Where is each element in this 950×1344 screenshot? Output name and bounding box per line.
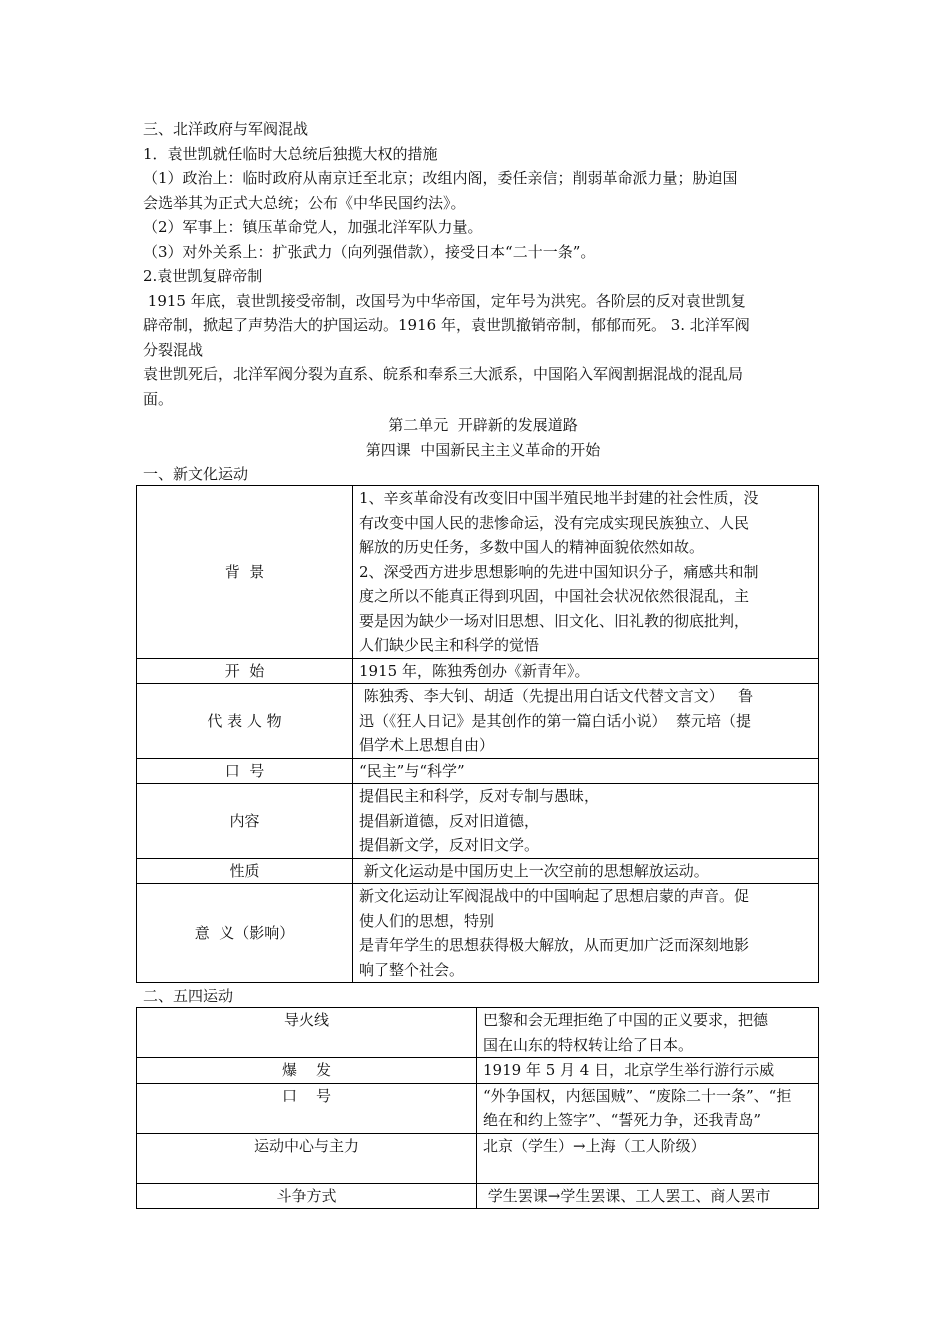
row-label: 背 景 bbox=[137, 486, 353, 659]
content-line: 度之所以不能真正得到巩固，中国社会状况依然很混乱，主 bbox=[359, 587, 750, 605]
content-line bbox=[483, 1158, 812, 1183]
content-line: 新文化运动让军阀混战中的中国响起了思想启蒙的声音。促 bbox=[359, 887, 750, 905]
table-row bbox=[137, 1133, 819, 1183]
table-row bbox=[137, 684, 819, 759]
row-content bbox=[353, 858, 819, 884]
content-line: 2、深受西方进步思想影响的先进中国知识分子，痛感共和制 bbox=[359, 562, 759, 581]
row-label: 性质 bbox=[137, 858, 353, 884]
content-line: 要是因为缺少一场对旧思想、旧文化、旧礼教的彻底批判， bbox=[359, 611, 750, 630]
content-line: 提倡新道德，反对旧道德， bbox=[359, 811, 540, 830]
table-row bbox=[137, 1008, 819, 1058]
row-content bbox=[353, 884, 819, 983]
content-line: 绝在和约上签字”、“誓死力争，还我青岛” bbox=[483, 1111, 762, 1129]
content-line: “外争国权，内惩国贼”、“废除二十一条”、“拒 bbox=[483, 1086, 792, 1105]
may-fourth-table bbox=[136, 1007, 819, 1209]
row-content bbox=[353, 784, 819, 859]
content-line: 人们缺少民主和科学的觉悟 bbox=[359, 636, 540, 654]
row-content bbox=[477, 1183, 819, 1209]
row-label: 口 号 bbox=[137, 1083, 477, 1133]
paragraph: （1）政治上：临时政府从南京迁至北京；改组内阁，委任亲信；削弱革命派力量；胁迫国 会选举其为正式大总统；公布《中华民国约法》。 bbox=[143, 169, 738, 212]
paragraph: 袁世凯死后，北洋军阀分裂为直系、皖系和奉系三大派系，中国陷入军阀割据混战的混乱局 面。 bbox=[143, 365, 744, 408]
content-line: 使人们的思想，特别 bbox=[359, 911, 495, 930]
content-line: 巴黎和会无理拒绝了中国的正义要求，把德 bbox=[483, 1011, 769, 1029]
row-label: 斗争方式 bbox=[137, 1183, 477, 1209]
content-line: 迅（《狂人日记》是其创作的第一篇白话小说） 蔡元培（提 bbox=[359, 711, 752, 730]
content-line: 1915 年，陈独秀创办《新青年》。 bbox=[359, 661, 590, 680]
paragraph: （3）对外关系上：扩张武力（向列强借款），接受日本“二十一条”。 bbox=[143, 242, 596, 261]
table-row bbox=[137, 1058, 819, 1084]
table-caption: 二、五四运动 bbox=[143, 987, 234, 1005]
table-row bbox=[137, 858, 819, 884]
new-culture-table bbox=[136, 485, 819, 983]
subheading: 2.袁世凯复辟帝制 bbox=[143, 267, 263, 285]
content-line: 有改变中国人民的悲惨命运，没有完成实现民族独立、人民 bbox=[359, 513, 750, 532]
row-content bbox=[477, 1083, 819, 1133]
row-content bbox=[477, 1008, 819, 1058]
row-label: 开 始 bbox=[137, 658, 353, 684]
content-line: 陈独秀、李大钊、胡适（先提出用白话文代替文言文） 鲁 bbox=[359, 687, 754, 705]
content-line: 1、辛亥革命没有改变旧中国半殖民地半封建的社会性质，没 bbox=[359, 489, 759, 507]
content-line: 解放的历史任务，多数中国人的精神面貌依然如故。 bbox=[359, 538, 705, 556]
content-line: 提倡民主和科学，反对专制与愚昧， bbox=[359, 787, 600, 805]
unit-title: 第二单元 开辟新的发展道路 bbox=[388, 416, 578, 434]
table-row bbox=[137, 784, 819, 859]
row-label: 意 义（影响） bbox=[137, 884, 353, 983]
row-content bbox=[353, 658, 819, 684]
table-caption: 一、新文化运动 bbox=[143, 465, 249, 483]
content-line: 倡学术上思想自由） bbox=[359, 736, 495, 754]
table-row bbox=[137, 486, 819, 659]
row-content bbox=[353, 684, 819, 759]
content-line: 是青年学生的思想获得极大解放，从而更加广泛而深刻地影 bbox=[359, 936, 750, 954]
table-row bbox=[137, 758, 819, 784]
row-content bbox=[477, 1133, 819, 1183]
content-line: 新文化运动是中国历史上一次空前的思想解放运动。 bbox=[359, 861, 709, 880]
content-line: 提倡新文学，反对旧文学。 bbox=[359, 836, 540, 854]
row-label: 内容 bbox=[137, 784, 353, 859]
row-label: 爆 发 bbox=[137, 1058, 477, 1084]
row-label: 导火线 bbox=[137, 1008, 477, 1058]
lesson-title: 第四课 中国新民主主义革命的开始 bbox=[365, 441, 601, 459]
document-page bbox=[143, 117, 823, 1209]
row-label: 口 号 bbox=[137, 758, 353, 784]
table-row bbox=[137, 1083, 819, 1133]
table-row bbox=[137, 658, 819, 684]
paragraph: 1915 年底，袁世凯接受帝制，改国号为中华帝国，定年号为洪宪。各阶层的反对袁世凯复 辟帝制，掀起了声势浩大的护国运动。1916 年，袁世凯撤销帝制，郁郁而死。 3. 北洋军阀 分裂混战 bbox=[143, 291, 750, 359]
row-content bbox=[477, 1058, 819, 1084]
content-line: 响了整个社会。 bbox=[359, 960, 465, 979]
content-line: 1919 年 5 月 4 日，北京学生举行游行示威 bbox=[483, 1061, 775, 1079]
table-row bbox=[137, 884, 819, 983]
content-line: 国在山东的特权转让给了日本。 bbox=[483, 1035, 694, 1054]
row-label: 运动中心与主力 bbox=[137, 1133, 477, 1183]
content-line: “民主”与“科学” bbox=[359, 761, 465, 780]
table-row bbox=[137, 1183, 819, 1209]
section-heading: 三、北洋政府与军阀混战 bbox=[143, 120, 309, 138]
subheading: 1．袁世凯就任临时大总统后独揽大权的措施 bbox=[143, 144, 438, 163]
content-line: 北京（学生）→上海（工人阶级） bbox=[483, 1136, 706, 1155]
row-content bbox=[353, 758, 819, 784]
row-label: 代 表 人 物 bbox=[137, 684, 353, 759]
content-line: 学生罢课→学生罢课、工人罢工、商人罢市 bbox=[483, 1186, 771, 1205]
paragraph: （2）军事上：镇压革命党人，加强北洋军队力量。 bbox=[143, 218, 483, 236]
row-content bbox=[353, 486, 819, 659]
